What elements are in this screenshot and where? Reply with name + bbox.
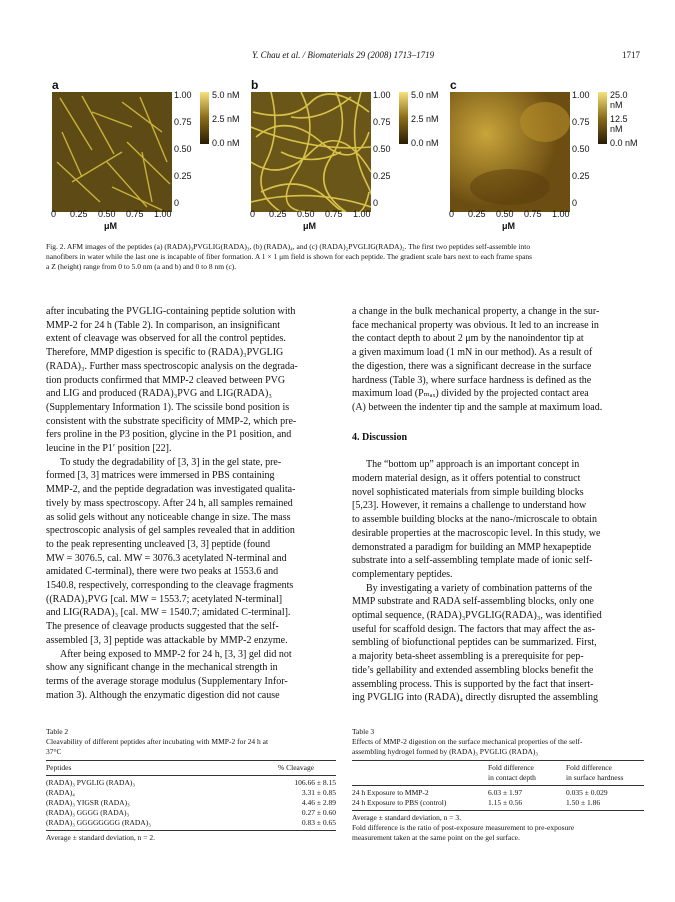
running-head: Y. Chau et al. / Biomaterials 29 (2008) 1713–1719 (252, 50, 435, 60)
text-line: The “bottom up” approach is an important concept in (366, 459, 580, 471)
text-line: MW = 3076.5, cal. MW = 3076.3 acetylated N-terminal and (46, 552, 287, 564)
y-tick: 0.50 (174, 144, 192, 154)
x-tick: 1.00 (154, 209, 172, 219)
text-line: ((RADA)₃PVG [cal. MW = 1553.7; acetylated N-terminal] (46, 593, 283, 605)
column-header: Fold difference (566, 763, 612, 772)
table-cell: 106.66 ± 8.15 (294, 778, 336, 787)
text-line: formed [3, 3] matrices were immersed in PBS containing (46, 470, 275, 482)
x-tick: 1.00 (552, 209, 570, 219)
table-body (46, 776, 336, 830)
afm-panel-a (52, 78, 242, 268)
scale-label: 5.0 nM (212, 90, 240, 100)
x-tick: 0 (51, 209, 57, 219)
text-line: consistent with the substrate specificity of MMP-2, which pre- (46, 415, 297, 427)
x-tick: 1.00 (353, 209, 371, 219)
table-cell: (RADA)₃ GGGG (RADA)₃ (46, 808, 130, 817)
paragraph (352, 582, 642, 705)
text-line: By investigating a variety of combination patterns of the (366, 582, 593, 594)
text-line: face mechanical property was obvious. It led to an increase in (352, 319, 599, 331)
table-row (352, 788, 644, 798)
text-line: sembling of biofunctional peptides can be summarized. First, (352, 637, 597, 649)
column-header: % Cleavage (278, 763, 315, 772)
text-line: tide’s gellability and extended assembling blocks benefit the (352, 664, 594, 676)
x-tick: 0.50 (496, 209, 514, 219)
text-line: (A) between the indenter tip and the sample at maximum load. (352, 401, 603, 413)
page-number: 1717 (622, 50, 640, 60)
text-line: amidated C-terminal), there were two peaks at 1553.6 and (46, 566, 279, 578)
table-title: Table 2 (46, 727, 69, 736)
column-header: Fold difference (488, 763, 534, 772)
text-line: a given maximum load (1 mN in our method). As a result of (352, 347, 593, 359)
column-header: Peptides (46, 763, 72, 772)
y-tick: 0.50 (373, 144, 391, 154)
text-line: terms of the average storage modulus (Supplementary Infor- (46, 675, 288, 687)
x-tick: 0.25 (468, 209, 486, 219)
y-tick: 0.75 (174, 117, 192, 127)
afm-image-a (52, 92, 172, 212)
table-footnote: measurement taken at the same point on the gel surface. (352, 833, 520, 842)
x-tick: 0.75 (524, 209, 542, 219)
table-cell: 24 h Exposure to MMP-2 (352, 788, 429, 797)
panel-label: a (52, 78, 59, 92)
table-row (46, 778, 336, 788)
table-cell: 0.83 ± 0.65 (301, 818, 336, 827)
x-unit: μM (104, 221, 118, 231)
figure-caption (46, 242, 646, 272)
table-cell: (RADA)₃ YIGSR (RADA)₃ (46, 798, 130, 807)
scale-label: 2.5 nM (212, 114, 240, 124)
text-line: desirable properties at the macroscopic level. In this study, we (352, 527, 601, 539)
text-line: maximum load (Pₘₐₓ) divided by the projected contact area (352, 388, 589, 400)
x-tick: 0.50 (98, 209, 116, 219)
y-tick: 1.00 (174, 90, 192, 100)
text-line: a majority beta-sheet assembling is a prerequisite for pep- (352, 651, 584, 663)
left-column (46, 305, 336, 702)
paragraph (352, 458, 642, 581)
x-tick: 0 (250, 209, 256, 219)
color-scale-bar (399, 92, 408, 144)
text-line: modern material design, as it offers potential to construct (352, 473, 581, 485)
table-row (46, 788, 336, 798)
text-line: MMP-2 for 24 h (Table 2). In comparison, an insignificant (46, 319, 280, 331)
y-tick: 0 (373, 198, 379, 208)
text-line: After being exposed to MMP-2 for 24 h, [3, 3] gel did not (60, 648, 292, 660)
table-cell: 3.31 ± 0.85 (301, 788, 336, 797)
text-line: mation 3). Although the enzymatic digestion did not cause (46, 689, 280, 701)
table-title: Table 3 (352, 727, 375, 736)
y-tick: 0.25 (373, 171, 391, 181)
panel-label: b (251, 78, 259, 92)
table-footnote: Average ± standard deviation, n = 2. (46, 833, 156, 842)
caption-line: Fig. 2. AFM images of the peptides (a) (RADA)₃PVGLIG(RADA)₃, (b) (RADA)₄, and (c) (RADA)₂PVGLIG(RADA)₂. The first two peptides self-assemble into (46, 242, 531, 251)
caption-line: nanofibers in water while the last one is incapable of fiber formation. A 1 × 1 μm field is shown for each peptide. The gradient scale bars next to each frame spans (46, 252, 533, 261)
table-cell: (RADA)₄ (46, 788, 75, 797)
afm-image-c (450, 92, 570, 212)
text-line: The presence of cleavage products suggested that the self- (46, 621, 279, 633)
table-footnote: Fold difference is the ratio of post-exposure measurement to pre-exposure (352, 823, 575, 832)
scale-label: 0.0 nM (610, 138, 638, 148)
table-caption: Cleavability of different peptides after incubating with MMP-2 for 24 h at (46, 737, 269, 746)
right-column (352, 305, 642, 705)
table-cell: 1.50 ± 1.86 (566, 798, 601, 807)
table-row (46, 818, 336, 828)
x-tick: 0.25 (269, 209, 287, 219)
text-line: (RADA)₃. Further mass spectroscopic analysis on the degrada- (46, 360, 298, 372)
text-line: [5,23]. However, it remains a challenge to understand how (352, 500, 587, 512)
text-line: show any significant change in the mechanical strength in (46, 662, 278, 674)
y-tick: 0.25 (572, 171, 590, 181)
table-cell: 1.15 ± 0.56 (488, 798, 523, 807)
caption-line: a Z (height) range from 0 to 5.0 nm (a and b) and 0 to 8 nm (c). (46, 262, 237, 271)
text-line: novel sophisticated materials from simple building blocks (352, 486, 584, 498)
paragraph (46, 648, 336, 703)
text-line: assembling process. This is supported by the fact that insert- (352, 678, 594, 690)
text-line: optimal sequence, (RADA)₃PVGLIG(RADA)₃, was identified (352, 610, 602, 622)
text-line: (Supplementary Information 1). The scissile bond position is (46, 401, 290, 413)
text-line: the contact depth to about 2 μm by the nanoindentor tip at (352, 333, 584, 345)
table-2 (46, 727, 336, 843)
afm-panel-b (251, 78, 441, 268)
x-tick: 0.75 (126, 209, 144, 219)
text-line: MMP-2, and the peptide degradation was investigated qualita- (46, 484, 296, 496)
text-line: the digestion, there was a significant decrease in the surface (352, 360, 592, 372)
table-body (352, 786, 644, 810)
paragraph (352, 305, 642, 415)
table-cell: (RADA)₃ PVGLIG (RADA)₃ (46, 778, 135, 787)
text-line: fers proline in the P3 position, glycine in the P1 position, and (46, 429, 292, 441)
color-scale-bar (598, 92, 607, 144)
section-heading: 4. Discussion (352, 431, 408, 443)
text-line: 1540.8, respectively, corresponding to the cleavage fragments (46, 580, 294, 592)
text-line: tively by mass spectroscopy. After 24 h, all samples remained (46, 497, 293, 509)
text-line: leucine in the P1′ position [22]. (46, 443, 172, 455)
scale-label: 12.5 nM (610, 114, 628, 134)
x-tick: 0.50 (297, 209, 315, 219)
scale-label: 0.0 nM (411, 138, 439, 148)
table-cell: 24 h Exposure to PBS (control) (352, 798, 447, 807)
text-line: to the peak representing uncleaved [3, 3] peptide (found (46, 538, 271, 550)
table-caption: assembling hydrogel formed by (RADA)₃ PVGLIG (RADA)₃ (352, 747, 539, 756)
text-line: demonstrated a paradigm for building an MMP hexapeptide (352, 541, 592, 553)
text-line: MMP substrate and RADA self-assembling blocks, only one (352, 596, 594, 608)
scale-label: 25.0 nM (610, 90, 628, 110)
scale-label: 0.0 nM (212, 138, 240, 148)
text-line: complementary peptides. (352, 568, 453, 580)
y-tick: 0.75 (373, 117, 391, 127)
table-cell: (RADA)₃ GGGGGGGG (RADA)₃ (46, 818, 151, 827)
text-line: a change in the bulk mechanical property, a change in the sur- (352, 306, 600, 317)
column-header: in contact depth (488, 773, 536, 782)
afm-panel-c (450, 78, 640, 268)
text-line: tion products confirmed that MMP-2 cleaved between PVG (46, 374, 286, 386)
y-tick: 0.50 (572, 144, 590, 154)
table-cell: 4.46 ± 2.89 (301, 798, 336, 807)
x-tick: 0.75 (325, 209, 343, 219)
color-scale-bar (200, 92, 209, 144)
table-caption: Effects of MMP-2 digestion on the surface mechanical properties of the self- (352, 737, 583, 746)
y-tick: 1.00 (572, 90, 590, 100)
text-line: as solid gels without any noticeable change in size. The mass (46, 511, 291, 523)
text-line: to assemble building blocks at the nano-/microscale to obtain (352, 514, 597, 526)
text-line: To study the degradability of [3, 3] in the gel state, pre- (60, 456, 282, 468)
table-row (352, 798, 644, 808)
table-cell: 0.27 ± 0.60 (301, 808, 336, 817)
paragraph (46, 456, 336, 648)
text-line: Therefore, MMP digestion is specific to (RADA)₃PVGLIG (46, 347, 284, 359)
text-line: assembled [3, 3] peptide was attackable by MMP-2 enzyme. (46, 634, 288, 646)
text-line: ing PVGLIG into (RADA)₄ directly disrupted the assembling (352, 692, 598, 704)
text-line: substrate into a self-assembling template made of ionic self- (352, 555, 593, 567)
scale-label: 5.0 nM (411, 90, 439, 100)
text-line: extent of cleavage was observed for all the control peptides. (46, 333, 286, 345)
table-footnote: Average ± standard deviation, n = 3. (352, 813, 462, 822)
text-line: useful for scaffold design. The factors that may affect the as- (352, 623, 595, 635)
y-tick: 0.75 (572, 117, 590, 127)
y-tick: 0.25 (174, 171, 192, 181)
text-line: and LIG and produced (RADA)₃PVG and LIG(RADA)₃ (46, 388, 272, 400)
table-cell: 6.03 ± 1.97 (488, 788, 523, 797)
x-unit: μM (502, 221, 516, 231)
table-row (46, 808, 336, 818)
text-line: after incubating the PVGLIG-containing peptide solution with (46, 306, 296, 317)
scale-label: 2.5 nM (411, 114, 439, 124)
table-caption: 37°C (46, 747, 62, 756)
y-tick: 0 (572, 198, 578, 208)
x-tick: 0.25 (70, 209, 88, 219)
text-line: and LIG(RADA)₃ [cal. MW = 1540.7; amidated C-terminal]. (46, 607, 291, 619)
text-line: spectroscopic analysis of gel samples revealed that in addition (46, 525, 295, 537)
text-line: hardness (Table 3), where surface hardness is defined as the (352, 374, 592, 386)
column-header: in surface hardness (566, 773, 624, 782)
afm-image-b (251, 92, 371, 212)
paragraph (46, 305, 336, 456)
x-tick: 0 (449, 209, 455, 219)
table-3 (352, 727, 644, 843)
panel-label: c (450, 78, 457, 92)
table-cell: 0.035 ± 0.029 (566, 788, 608, 797)
y-tick: 0 (174, 198, 180, 208)
table-row (46, 798, 336, 808)
y-tick: 1.00 (373, 90, 391, 100)
x-unit: μM (303, 221, 317, 231)
